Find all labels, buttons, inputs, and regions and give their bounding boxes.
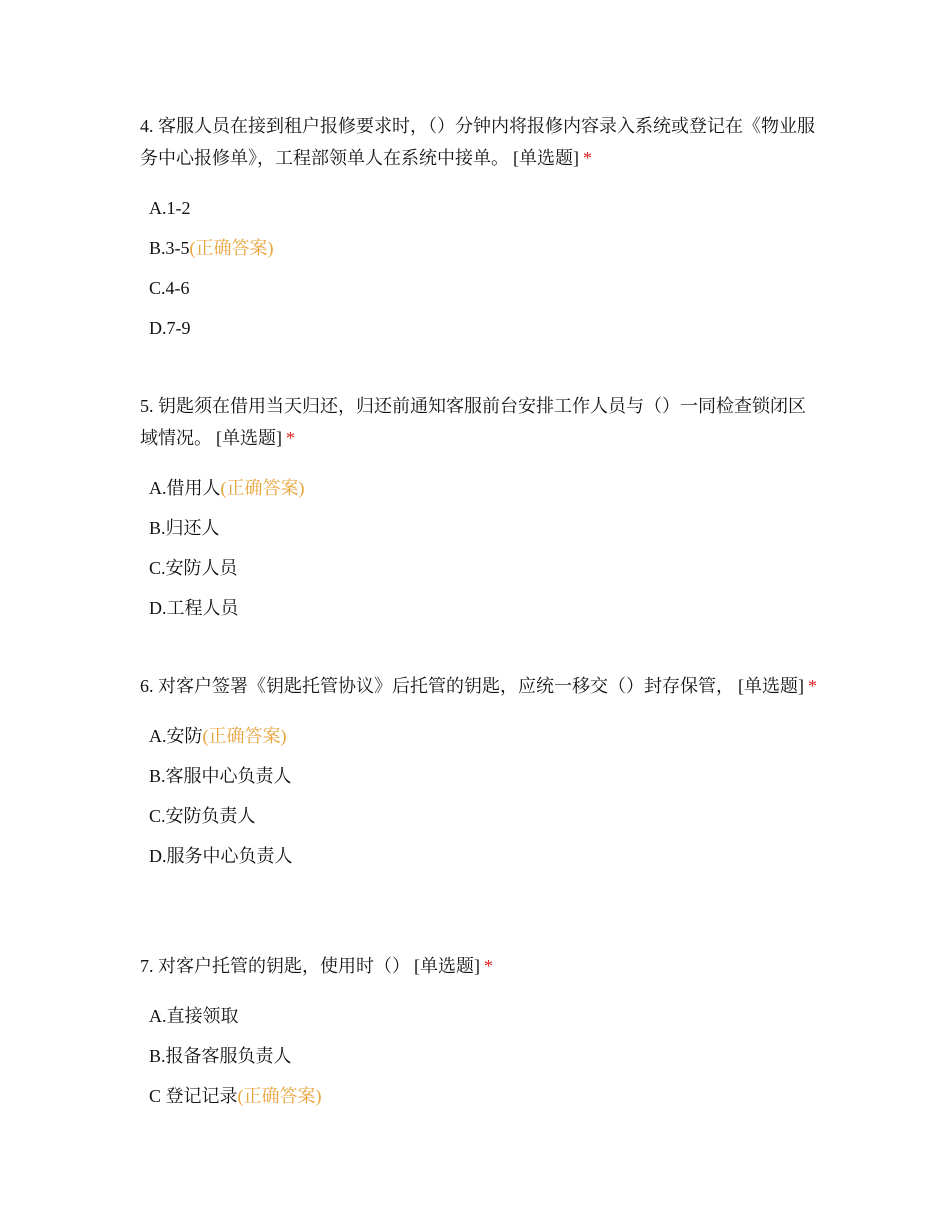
option-list <box>140 716 820 876</box>
question-6 <box>140 670 820 876</box>
required-marker: * <box>583 148 592 168</box>
option-label: A.直接领取 <box>149 1006 239 1026</box>
question-number: 5. <box>140 396 154 416</box>
question-text <box>140 390 820 454</box>
question-type: [单选题] <box>216 428 282 448</box>
required-marker: * <box>286 428 295 448</box>
option-c[interactable] <box>149 1076 820 1116</box>
option-list <box>140 468 820 628</box>
required-marker: * <box>808 676 817 696</box>
correct-answer-tag: (正确答案) <box>220 478 305 498</box>
option-b[interactable] <box>149 756 820 796</box>
option-label: B.3-5 <box>149 238 190 258</box>
option-label: A.安防 <box>149 726 203 746</box>
option-b[interactable] <box>149 508 820 548</box>
option-d[interactable] <box>149 836 820 876</box>
option-label: C.安防人员 <box>149 558 238 578</box>
option-c[interactable] <box>149 268 820 308</box>
question-type: [单选题] <box>414 956 480 976</box>
option-label: D.7-9 <box>149 318 191 338</box>
option-b[interactable] <box>149 228 820 268</box>
option-c[interactable] <box>149 796 820 836</box>
option-d[interactable] <box>149 308 820 348</box>
correct-answer-tag: (正确答案) <box>202 726 287 746</box>
question-number: 6. <box>140 676 154 696</box>
option-list <box>140 996 820 1116</box>
question-body: 对客户托管的钥匙，使用时（） <box>158 956 410 976</box>
option-label: B.客服中心负责人 <box>149 766 292 786</box>
question-text <box>140 110 820 174</box>
question-4 <box>140 110 820 348</box>
question-body: 对客户签署《钥匙托管协议》后托管的钥匙，应统一移交（）封存保管， <box>158 676 734 696</box>
option-c[interactable] <box>149 548 820 588</box>
question-body: 客服人员在接到租户报修要求时，（）分钟内将报修内容录入系统或登记在《物业服务中心报修单》，工程部领单人在系统中接单。 <box>140 116 815 168</box>
question-number: 4. <box>140 116 154 136</box>
option-a[interactable] <box>149 188 820 228</box>
required-marker: * <box>484 956 493 976</box>
option-label: A.借用人 <box>149 478 221 498</box>
question-body: 钥匙须在借用当天归还，归还前通知客服前台安排工作人员与（）一同检查锁闭区域情况。 <box>140 396 806 448</box>
question-text <box>140 950 820 982</box>
option-label: B.归还人 <box>149 518 220 538</box>
option-a[interactable] <box>149 716 820 756</box>
option-label: B.报备客服负责人 <box>149 1046 292 1066</box>
question-number: 7. <box>140 956 154 976</box>
question-7 <box>140 950 820 1116</box>
option-b[interactable] <box>149 1036 820 1076</box>
option-a[interactable] <box>149 468 820 508</box>
option-label: D.服务中心负责人 <box>149 846 293 866</box>
option-list <box>140 188 820 348</box>
correct-answer-tag: (正确答案) <box>189 238 274 258</box>
option-label: A.1-2 <box>149 198 191 218</box>
option-label: C.4-6 <box>149 278 190 298</box>
option-label: C 登记记录 <box>149 1086 238 1106</box>
correct-answer-tag: (正确答案) <box>237 1086 322 1106</box>
option-label: D.工程人员 <box>149 598 239 618</box>
option-d[interactable] <box>149 588 820 628</box>
option-label: C.安防负责人 <box>149 806 256 826</box>
question-5 <box>140 390 820 628</box>
option-a[interactable] <box>149 996 820 1036</box>
question-type: [单选题] <box>738 676 804 696</box>
question-text <box>140 670 820 702</box>
question-type: [单选题] <box>513 148 579 168</box>
